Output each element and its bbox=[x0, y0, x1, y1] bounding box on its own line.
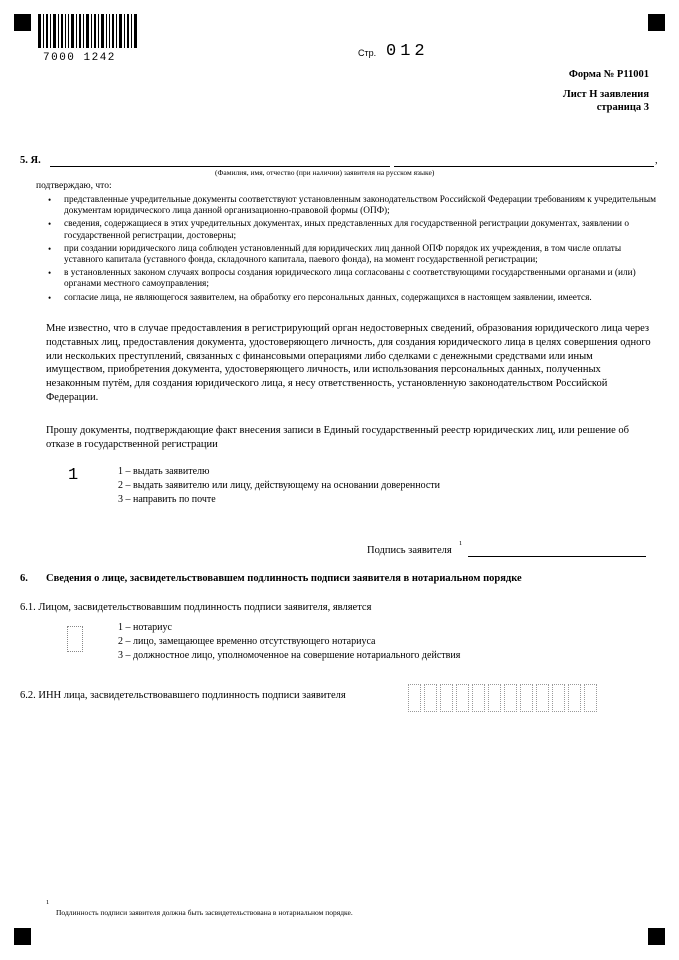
liability-paragraph: Мне известно, что в случае предоставления в регистрирующий орган недостоверных сведений, образования юридического лица через подставных лиц, предоставления документа, удостоверяющего личность, для создания юридического лица в целях совершения одного или нескольких преступлений, связанных с финансовыми операциями либо сделками с денежными средствами или иным имуществом, приобретения документа, удостоверяющего личность, или использования персональных данных, полученных незаконным путём, для создания юридического лица, я несу ответственность, установленную законодательством Российской Федерации. bbox=[46, 323, 651, 403]
footnote-text: Подлинность подписи заявителя должна быть засвидетельствована в нотариальном порядке. bbox=[56, 908, 353, 917]
signature-label: Подпись заявителя bbox=[367, 545, 452, 556]
corner-marker-top-right bbox=[648, 14, 665, 31]
signature-field[interactable] bbox=[468, 556, 646, 557]
inn-cell bbox=[440, 684, 453, 712]
corner-marker-bottom-right bbox=[648, 928, 665, 945]
inn-cell bbox=[568, 684, 581, 712]
barcode-icon bbox=[38, 14, 138, 48]
notary-option-3: 3 – должностное лицо, уполномоченное на совершение нотариального действия bbox=[118, 650, 461, 661]
list-item: • в установленных законом случаях вопросы создания юридического лица согласованы с соответствующими государственными органами и (или) органами местного самоуправления; bbox=[46, 268, 656, 290]
inn-cell bbox=[552, 684, 565, 712]
delivery-option-3: 3 – направить по почте bbox=[118, 494, 216, 505]
inn-cell bbox=[472, 684, 485, 712]
delivery-choice-field[interactable]: 1 bbox=[68, 466, 79, 485]
page-label: Стр. bbox=[358, 48, 377, 58]
form-number: Форма № Р11001 bbox=[568, 69, 649, 80]
notary-option-2: 2 – лицо, замещающее временно отсутствующего нотариуса bbox=[118, 636, 376, 647]
delivery-option-2: 2 – выдать заявителю или лицу, действующему на основании доверенности bbox=[118, 480, 441, 491]
sheet-page: страница 3 bbox=[596, 102, 649, 113]
confirmation-list bbox=[46, 195, 656, 306]
list-item: • при создании юридического лица соблюден установленный для юридических лиц данной ОПФ порядок их учреждения, в том числе оплаты уставного капитала (уставного фонда, складочного капитала, паевого фонда), на момент государственной регистрации; bbox=[46, 244, 656, 266]
inn-cell bbox=[536, 684, 549, 712]
notary-option-1: 1 – нотариус bbox=[118, 622, 172, 633]
request-paragraph: Прошу документы, подтверждающие факт внесения записи в Единый государственный реестр юридических лиц, или решение об отказе в государственной регистрации bbox=[46, 425, 629, 450]
inn-cell bbox=[504, 684, 517, 712]
name-end-comma: , bbox=[655, 155, 658, 166]
inn-cell bbox=[584, 684, 597, 712]
question-6-2-label: 6.2. ИНН лица, засвидетельствовавшего подлинность подписи заявителя bbox=[20, 690, 346, 701]
signature-footnote-mark: 1 bbox=[459, 540, 463, 547]
inn-cell bbox=[424, 684, 437, 712]
corner-marker-top-left bbox=[14, 14, 31, 31]
applicant-name-field-continued[interactable] bbox=[394, 166, 654, 167]
list-item: • сведения, содержащиеся в этих учредительных документах, иных представленных для государственной регистрации документах, заявлении о государственной регистрации, достоверны; bbox=[46, 219, 656, 241]
inn-cell bbox=[520, 684, 533, 712]
inn-cell bbox=[488, 684, 501, 712]
section-6-title: Сведения о лице, засвидетельствовавшем подлинность подписи заявителя в нотариальном порядке bbox=[46, 573, 522, 584]
section-6-number: 6. bbox=[20, 573, 28, 584]
name-hint: (Фамилия, имя, отчество (при наличии) заявителя на русском языке) bbox=[215, 168, 435, 177]
confirm-label: подтверждаю, что: bbox=[36, 181, 112, 191]
list-item: • представленные учредительные документы соответствуют установленным законодательством Российской Федерации требованиям к учредительным документам юридического лица данной организационно-правовой формы (ОПФ); bbox=[46, 195, 656, 217]
delivery-option-1: 1 – выдать заявителю bbox=[118, 466, 210, 477]
section-5-number: 5. Я. bbox=[20, 155, 41, 166]
list-item: • согласие лица, не являющегося заявителем, на обработку его персональных данных, содержащихся в настоящем заявлении, имеется. bbox=[46, 293, 656, 304]
footnote-mark: 1 bbox=[46, 899, 50, 906]
barcode-number: 7000 1242 bbox=[43, 52, 116, 64]
inn-cell bbox=[408, 684, 421, 712]
question-6-1-label: 6.1. Лицом, засвидетельствовавшим подлинность подписи заявителя, является bbox=[20, 602, 372, 613]
page-number: 012 bbox=[386, 42, 429, 61]
sheet-title: Лист Н заявления bbox=[562, 89, 649, 100]
applicant-name-field[interactable] bbox=[50, 166, 390, 167]
inn-cell bbox=[456, 684, 469, 712]
notary-type-field[interactable] bbox=[67, 626, 83, 652]
corner-marker-bottom-left bbox=[14, 928, 31, 945]
